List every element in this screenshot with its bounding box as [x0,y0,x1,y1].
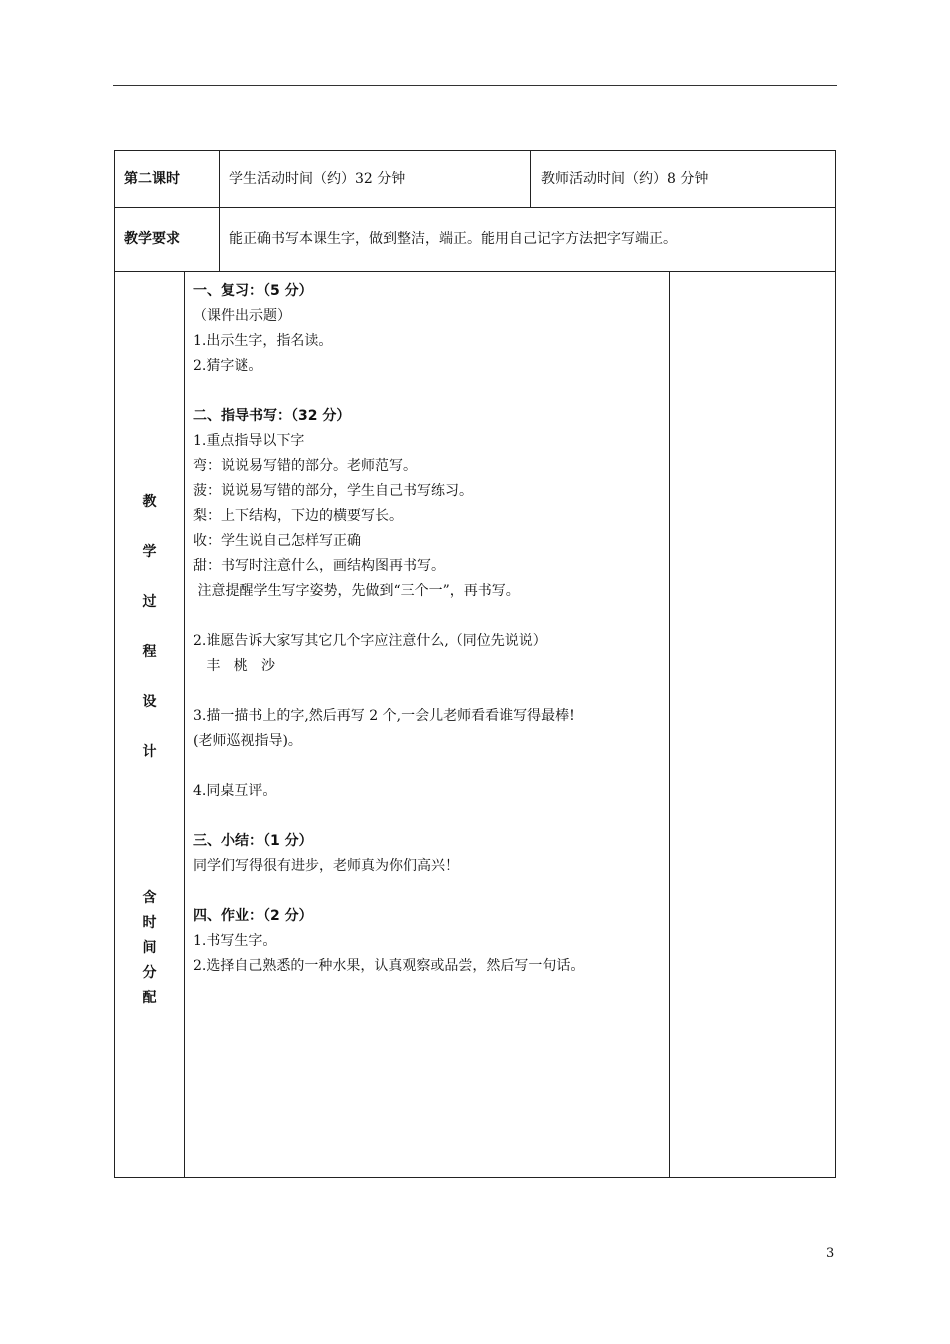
content-line [193,804,663,829]
content-line: 甜：书写时注意什么，画结构图再书写。 [193,558,445,574]
process-content [193,279,663,979]
content-line: 梨：上下结构，下边的横要写长。 [193,508,403,524]
content-line [193,604,663,629]
content-line: 4.同桌互评。 [193,783,277,799]
divider [219,151,220,207]
section-heading: 一、复习：（5 分） [193,283,313,299]
time-char: 间 [142,940,157,956]
content-line: 2.猜字谜。 [193,358,263,374]
content-line: （课件出示题） [193,308,291,324]
divider [184,271,185,1177]
time-char: 时 [142,915,157,931]
lesson-time-row [115,151,835,208]
side-char: 程 [142,644,157,660]
content-line: 收：学生说自己怎样写正确 [193,533,361,549]
section-heading: 三、小结：（1 分） [193,833,313,849]
content-line: 1.重点指导以下字 [193,433,305,449]
student-time: 学生活动时间（约）32 分钟 [229,171,406,187]
time-char: 配 [142,990,157,1006]
content-line: 2.谁愿告诉大家写其它几个字应注意什么,（同位先说说） [193,633,547,649]
divider [219,207,220,271]
time-char: 含 [142,890,157,906]
divider [669,271,670,1177]
side-char: 计 [142,744,157,760]
content-line: 菠：说说易写错的部分，学生自己书写练习。 [193,483,473,499]
lesson-plan-table [114,150,836,1178]
section-heading: 四、作业：（2 分） [193,908,313,924]
content-line [193,379,663,404]
content-line: 弯：说说易写错的部分。老师范写。 [193,458,417,474]
content-line: 1.出示生字，指名读。 [193,333,333,349]
side-char: 学 [142,544,157,560]
divider [530,151,531,207]
requirements-label: 教学要求 [124,231,180,247]
content-line [193,679,663,704]
content-line: 1.书写生字。 [193,933,277,949]
content-line [193,879,663,904]
requirements-text: 能正确书写本课生字，做到整洁，端正。能用自己记字方法把字写端正。 [229,231,677,247]
content-line: 3.描一描书上的字,然后再写 2 个,一会儿老师看看谁写得最棒! [193,708,575,724]
content-line: 同学们写得很有进步，老师真为你们高兴！ [193,858,459,874]
content-line [193,754,663,779]
content-line: 注意提醒学生写字姿势，先做到“三个一”，再书写。 [193,583,520,599]
teacher-time: 教师活动时间（约）8 分钟 [541,171,709,187]
process-row [115,271,835,1177]
header-rule [113,85,837,86]
side-char: 设 [142,694,157,710]
side-char: 教 [142,494,157,510]
time-char: 分 [142,965,157,981]
content-line: (老师巡视指导)。 [193,733,302,749]
lesson-label: 第二课时 [124,171,180,187]
requirements-row [115,207,835,272]
content-line: 丰 桃 沙 [193,658,276,674]
side-char: 过 [142,594,157,610]
page-number: 3 [826,1246,835,1261]
section-heading: 二、指导书写：（32 分） [193,408,351,424]
content-line: 2.选择自己熟悉的一种水果，认真观察或品尝，然后写一句话。 [193,958,585,974]
